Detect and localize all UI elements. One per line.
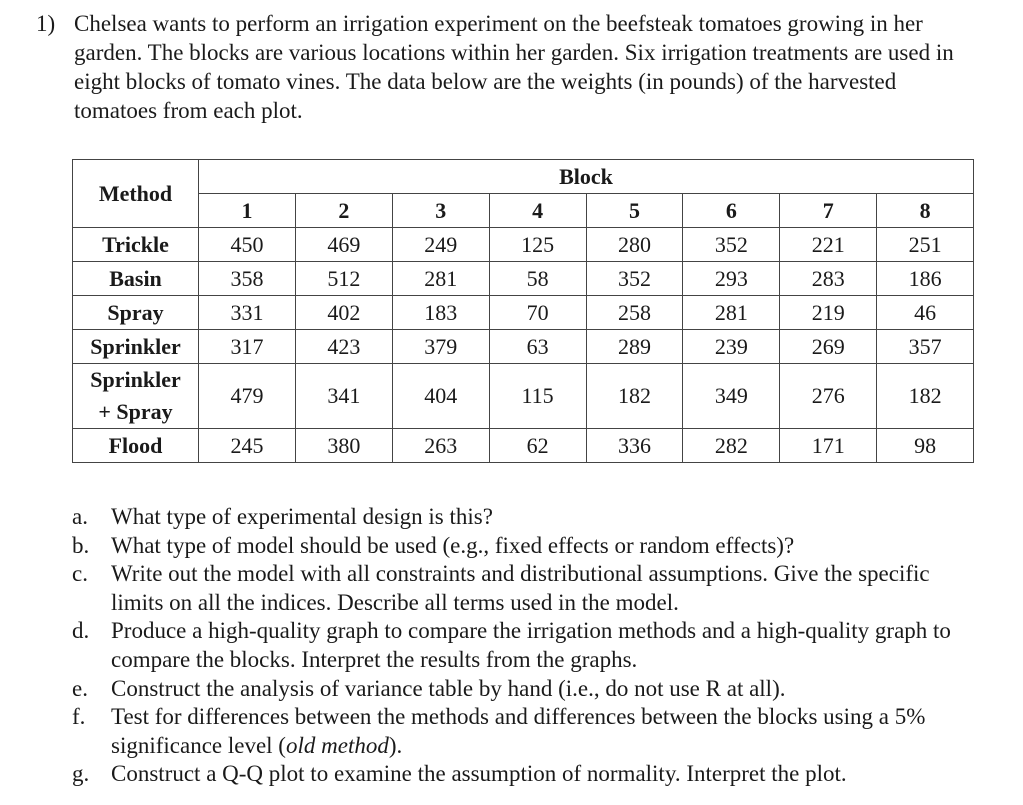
method-label-line2: + Spray xyxy=(98,399,173,424)
weight-cell: 282 xyxy=(683,429,780,463)
weight-cell: 512 xyxy=(295,262,392,296)
question-letter: c. xyxy=(72,561,88,587)
weight-cell: 219 xyxy=(780,296,877,330)
table-row xyxy=(73,228,974,262)
table-row xyxy=(73,364,974,429)
weight-cell: 263 xyxy=(392,429,489,463)
question-letter: g. xyxy=(72,761,90,787)
question-text: Construct a Q-Q plot to examine the assumption of normality. Interpret the plot. xyxy=(111,761,847,787)
weight-cell: 221 xyxy=(780,228,877,262)
question-item xyxy=(72,617,972,674)
weight-cell: 317 xyxy=(199,330,296,364)
weight-cell: 281 xyxy=(392,262,489,296)
weight-cell: 171 xyxy=(780,429,877,463)
question-text: Construct the analysis of variance table by hand (i.e., do not use R at all). xyxy=(111,675,786,701)
weight-cell: 98 xyxy=(877,429,974,463)
weight-cell: 58 xyxy=(489,262,586,296)
question-list xyxy=(72,503,972,789)
weight-cell: 404 xyxy=(392,364,489,429)
problem-statement xyxy=(36,9,976,125)
question-item xyxy=(72,532,972,561)
weight-cell: 352 xyxy=(683,228,780,262)
weight-cell: 358 xyxy=(199,262,296,296)
method-label: Trickle xyxy=(73,228,199,262)
weight-cell: 349 xyxy=(683,364,780,429)
weight-cell: 450 xyxy=(199,228,296,262)
question-text: What type of model should be used (e.g., fixed effects or random effects)? xyxy=(111,532,795,558)
weight-cell: 183 xyxy=(392,296,489,330)
question-item xyxy=(72,503,972,532)
weight-cell: 283 xyxy=(780,262,877,296)
weight-cell: 336 xyxy=(586,429,683,463)
table-row xyxy=(73,330,974,364)
question-text: Test for differences between the methods and differences between the blocks using a 5% significance level ( xyxy=(111,704,926,758)
block-number: 3 xyxy=(392,194,489,228)
weight-cell: 62 xyxy=(489,429,586,463)
question-text-tail: ). xyxy=(388,732,403,758)
weight-cell: 280 xyxy=(586,228,683,262)
block-number: 6 xyxy=(683,194,780,228)
weight-cell: 341 xyxy=(295,364,392,429)
weight-cell: 115 xyxy=(489,364,586,429)
problem-text: Chelsea wants to perform an irrigation experiment on the beefsteak tomatoes growing in her garden. The blocks are various locations within her garden. Six irrigation treatments are used in eight blocks of tomato vines. The data below are the weights (in pounds) of the harvested tomatoes from each plot. xyxy=(74,11,954,123)
method-column-header: Method xyxy=(73,160,199,228)
question-text: What type of experimental design is this? xyxy=(111,504,493,529)
weight-cell: 379 xyxy=(392,330,489,364)
block-number: 7 xyxy=(780,194,877,228)
weight-cell: 182 xyxy=(877,364,974,429)
weight-cell: 469 xyxy=(295,228,392,262)
method-label: Flood xyxy=(73,429,199,463)
block-number: 4 xyxy=(489,194,586,228)
block-number: 1 xyxy=(199,194,296,228)
question-item xyxy=(72,675,972,704)
weight-cell: 352 xyxy=(586,262,683,296)
question-item xyxy=(72,703,972,760)
method-label: Basin xyxy=(73,262,199,296)
weight-cell: 380 xyxy=(295,429,392,463)
method-label: Sprinkler xyxy=(73,330,199,364)
weight-cell: 70 xyxy=(489,296,586,330)
method-label-line1: Sprinkler xyxy=(90,367,181,392)
weight-cell: 125 xyxy=(489,228,586,262)
question-text: Produce a high-quality graph to compare the irrigation methods and a high-quality graph to compare the blocks. Interpret the results from the graphs. xyxy=(111,618,951,672)
weight-cell: 245 xyxy=(199,429,296,463)
method-label xyxy=(73,364,199,429)
block-number: 8 xyxy=(877,194,974,228)
weight-cell: 249 xyxy=(392,228,489,262)
table-row xyxy=(73,429,974,463)
weight-cell: 479 xyxy=(199,364,296,429)
question-letter: e. xyxy=(72,675,88,701)
weight-cell: 293 xyxy=(683,262,780,296)
weight-cell: 357 xyxy=(877,330,974,364)
question-letter: f. xyxy=(72,704,86,730)
block-number-row xyxy=(73,194,974,228)
problem-number: 1) xyxy=(36,11,56,36)
weight-cell: 251 xyxy=(877,228,974,262)
question-letter: a. xyxy=(72,504,88,529)
data-table xyxy=(72,159,974,463)
question-citation: old method xyxy=(285,732,389,758)
weight-cell: 402 xyxy=(295,296,392,330)
block-column-header: Block xyxy=(199,160,974,194)
weight-cell: 276 xyxy=(780,364,877,429)
weight-cell: 186 xyxy=(877,262,974,296)
method-label: Spray xyxy=(73,296,199,330)
block-number: 2 xyxy=(295,194,392,228)
weight-cell: 46 xyxy=(877,296,974,330)
question-letter: b. xyxy=(72,532,90,558)
question-item xyxy=(72,760,972,789)
weight-cell: 289 xyxy=(586,330,683,364)
question-text: Write out the model with all constraints and distributional assumptions. Give the specific limits on all the indices. Describe all terms used in the model. xyxy=(111,561,930,615)
weight-cell: 281 xyxy=(683,296,780,330)
weight-cell: 63 xyxy=(489,330,586,364)
question-item xyxy=(72,560,972,617)
weight-cell: 239 xyxy=(683,330,780,364)
block-number: 5 xyxy=(586,194,683,228)
question-letter: d. xyxy=(72,618,90,644)
table-row xyxy=(73,296,974,330)
table-row xyxy=(73,262,974,296)
weight-cell: 423 xyxy=(295,330,392,364)
weight-cell: 331 xyxy=(199,296,296,330)
weight-cell: 258 xyxy=(586,296,683,330)
weight-cell: 182 xyxy=(586,364,683,429)
weight-cell: 269 xyxy=(780,330,877,364)
